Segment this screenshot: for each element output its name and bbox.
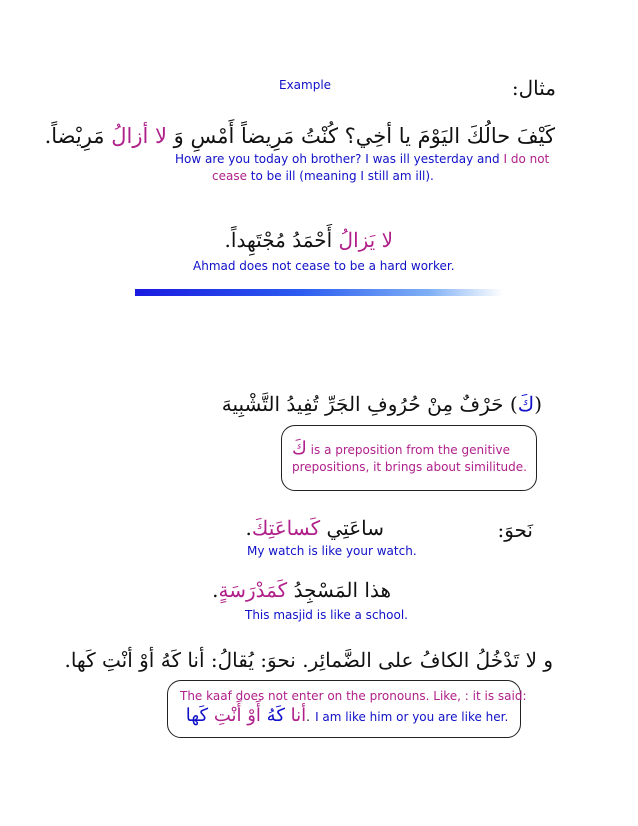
mithal-label: مثال: (511, 76, 556, 100)
box1-letter: كَ (292, 438, 307, 459)
gradient-divider (135, 289, 503, 296)
kaaf-pronoun-rule: و لا تَدْخُلُ الكافُ على الضَّمائِر. نحوَ: يُقالُ: أنا كَهُ أوْ أنْتِ كَها. (64, 648, 553, 672)
ex1-black: ساعَتِي (326, 516, 384, 540)
ex2-pink: كَمَدْرَسَةٍ (218, 578, 288, 602)
box1-line-1 (292, 438, 510, 459)
ex2-black: هذا المَسْجِدُ (293, 578, 391, 602)
box2-dot: . (306, 710, 310, 724)
arabic-1-pink: لا أزالُ (111, 124, 167, 148)
pronoun-rule-box (167, 680, 527, 738)
arabic-2-pink: لا يَزالُ (338, 228, 393, 252)
example-arabic-sentence-2 (225, 228, 393, 252)
box2-line-2 (180, 705, 508, 726)
box2-line-1: The kaaf does not enter on the pronouns. Like, : it is said: (180, 689, 527, 703)
ex1-english: My watch is like your watch. (247, 544, 417, 558)
box2-arabic-d: كَها (185, 705, 209, 726)
kaaf-definition-box (281, 425, 537, 491)
example-english-1 (175, 152, 549, 166)
example-arabic-sentence-1 (45, 124, 555, 148)
example-english-3: Ahmad does not cease to be a hard worker. (193, 259, 455, 273)
box1-line-2: prepositions, it brings about similitude. (292, 460, 527, 474)
ex1-pink: كَساعَتِكَ (251, 516, 321, 540)
ex1-dot: . (245, 516, 252, 540)
kaaf-heading-text: حَرْفٌ مِنْ حُرُوفِ الجَرِّ تُفِيدُ التَّشْبِيهَ (221, 392, 504, 416)
english-2-a: cease (212, 169, 247, 183)
ex2-english: This masjid is like a school. (245, 608, 408, 622)
example-english-2 (212, 169, 434, 183)
arabic-1-black: كَيْفَ حالُكَ اليَوْمَ يا أخِي؟ كُنْتُ مَرِيضاً أَمْسِ وَ (173, 124, 555, 148)
box2-english: I am like him or you are like her. (315, 710, 509, 724)
kaaf-letter: كَ (517, 392, 535, 416)
box1-line-1-text: is a preposition from the genitive (310, 443, 510, 457)
box2-arabic-b: كَهُ (266, 705, 285, 726)
nahwa-label: نَحوَ: (497, 518, 533, 542)
example-label: Example (279, 78, 332, 92)
english-1-a: How are you today oh brother? I was ill yesterday and (175, 152, 500, 166)
english-1-b: I do not (503, 152, 550, 166)
arabic-1-end: مَرِيْضاً. (44, 124, 105, 148)
box2-arabic-c: أَوْ أَنْتِ (213, 705, 261, 726)
ex2-dot: . (212, 578, 219, 602)
kaaf-example-1 (246, 516, 385, 540)
box2-arabic (180, 705, 306, 726)
box2-arabic-a: أنا (290, 705, 307, 726)
kaaf-example-2 (212, 578, 391, 602)
arabic-2-black: أَحْمَدُ مُجْتَهِداً. (224, 228, 333, 252)
kaaf-paren-open: ( (534, 392, 542, 416)
kaaf-paren-close: ) (509, 392, 518, 416)
kaaf-heading (222, 392, 542, 416)
english-2-b: to be ill (meaning I still am ill). (250, 169, 434, 183)
